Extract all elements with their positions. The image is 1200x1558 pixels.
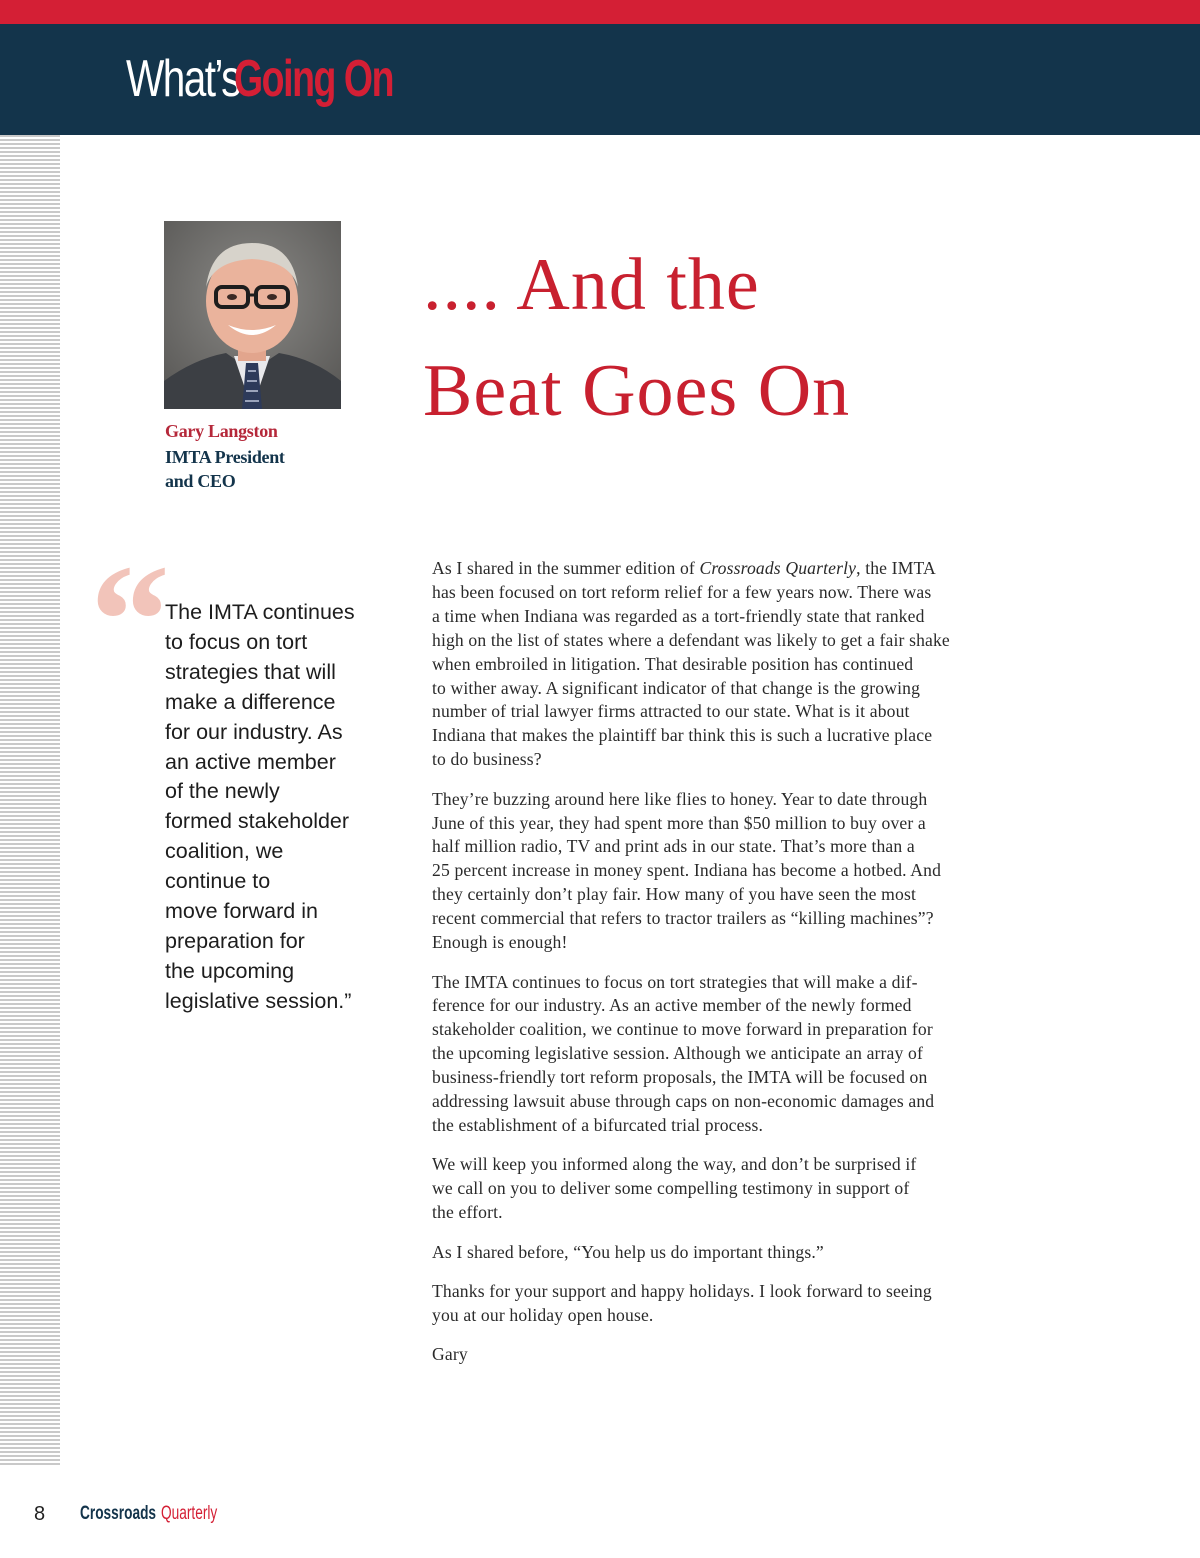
pull-quote-line: make a difference — [165, 689, 336, 714]
footer-brand — [80, 1503, 239, 1525]
author-title-line1: IMTA President — [165, 447, 285, 467]
publication-name: Crossroads Quarterly — [699, 558, 857, 578]
paragraph-line: to wither away. A significant indicator of that change is the growing — [432, 677, 921, 698]
paragraph-line: We will keep you informed along the way, and don’t be surprised if — [432, 1154, 917, 1175]
pull-quote-line: an active member — [165, 749, 336, 774]
paragraph-4 — [432, 1153, 1002, 1225]
paragraph-line: Indiana that makes the plaintiff bar think this is such a lucrative place — [432, 725, 933, 746]
pull-quote-line: coalition, we — [165, 839, 284, 864]
section-title-light: What’s — [126, 50, 240, 108]
author-title — [165, 445, 365, 493]
section-title — [126, 34, 455, 124]
p1-intro: As I shared in the summer edition of — [432, 558, 700, 578]
pull-quote-line: move forward in — [165, 899, 318, 924]
paragraph-line: half million radio, TV and print ads in our state. That’s more than a — [432, 836, 915, 857]
footer-brand-light: Quarterly — [160, 1503, 218, 1524]
paragraph-line: stakeholder coalition, we continue to move forward in preparation for — [432, 1019, 933, 1040]
paragraph-2 — [432, 788, 1002, 955]
paragraph-line: high on the list of states where a defendant was likely to get a fair shake — [432, 629, 950, 650]
paragraph-line: business-friendly tort reform proposals, the IMTA will be focused on — [432, 1067, 928, 1088]
signoff — [432, 1343, 1002, 1367]
paragraph-5 — [432, 1241, 1002, 1265]
paragraph-line: Thanks for your support and happy holidays. I look forward to seeing — [432, 1280, 932, 1301]
headline — [423, 232, 1123, 444]
top-stripe — [0, 0, 1200, 24]
side-stripes-decoration — [0, 135, 60, 1465]
paragraph-line: when embroiled in litigation. That desirable position has continued — [432, 653, 914, 674]
pull-quote-line: continue to — [165, 869, 271, 894]
paragraph-3 — [432, 971, 1002, 1138]
author-name: Gary Langston — [165, 421, 278, 441]
paragraph-line: they certainly don’t play fair. How many of you have seen the most — [432, 884, 916, 905]
paragraph-line: recent commercial that refers to tractor trailers as “killing machines”? — [432, 908, 934, 929]
paragraph-line: to do business? — [432, 749, 542, 770]
paragraph-line: a time when Indiana was regarded as a tort-friendly state that ranked — [432, 605, 925, 626]
footer-brand-bold: Crossroads — [80, 1503, 157, 1524]
pull-quote-line: The IMTA continues — [165, 600, 355, 624]
author-title-line2: and CEO — [165, 471, 236, 491]
paragraph-line: They’re buzzing around here like flies to honey. Year to date through — [432, 788, 928, 809]
paragraph-line: number of trial lawyer firms attracted to our state. What is it about — [432, 701, 910, 722]
pull-quote-line: formed stakeholder — [165, 809, 350, 834]
headline-line2: Beat Goes On — [423, 350, 851, 432]
pull-quote-line: to focus on tort — [165, 629, 308, 654]
paragraph-line: has been focused on tort reform relief for a few years now. There was — [432, 581, 932, 602]
pull-quote-line: the upcoming — [165, 958, 295, 983]
pull-quote-line: strategies that will — [165, 659, 336, 684]
paragraph-line: we call on you to deliver some compelling testimony in support of — [432, 1178, 910, 1199]
page-number: 8 — [34, 1503, 46, 1525]
paragraph-line: the effort. — [432, 1202, 503, 1223]
paragraph-line: addressing lawsuit abuse through caps on non-economic damages and — [432, 1091, 935, 1112]
paragraph-line: you at our holiday open house. — [432, 1304, 654, 1325]
paragraph-line — [432, 557, 1002, 581]
headline-line1: .... And the — [423, 244, 760, 326]
pull-quote-line: of the newly — [165, 779, 280, 804]
pull-quote-line: for our industry. As — [165, 719, 343, 744]
pull-quote-line: legislative session.” — [165, 988, 352, 1013]
paragraph-line: 25 percent increase in money spent. Indiana has become a hotbed. And — [432, 860, 942, 881]
paragraph-line: Enough is enough! — [432, 932, 568, 953]
section-title-bold: Going On — [233, 50, 393, 108]
portrait-photo-icon — [164, 221, 341, 409]
paragraph-line: the upcoming legislative session. Although we anticipate an array of — [432, 1043, 923, 1064]
paragraph-1 — [432, 557, 1002, 772]
article-body — [432, 557, 1002, 1383]
quote-mark-icon: “ — [90, 531, 170, 709]
paragraph-6 — [432, 1280, 1002, 1328]
signoff-name: Gary — [432, 1344, 468, 1365]
paragraph-line: the establishment of a bifurcated trial process. — [432, 1114, 764, 1135]
paragraph-line: As I shared before, “You help us do important things.” — [432, 1241, 824, 1262]
pull-quote-line: preparation for — [165, 928, 305, 953]
pull-quote — [165, 598, 380, 1017]
paragraph-line: The IMTA continues to focus on tort strategies that will make a dif- — [432, 971, 918, 992]
paragraph-line: June of this year, they had spent more than $50 million to buy over a — [432, 812, 926, 833]
p1-rest: , the IMTA — [856, 558, 936, 578]
paragraph-line: ference for our industry. As an active member of the newly formed — [432, 995, 912, 1016]
